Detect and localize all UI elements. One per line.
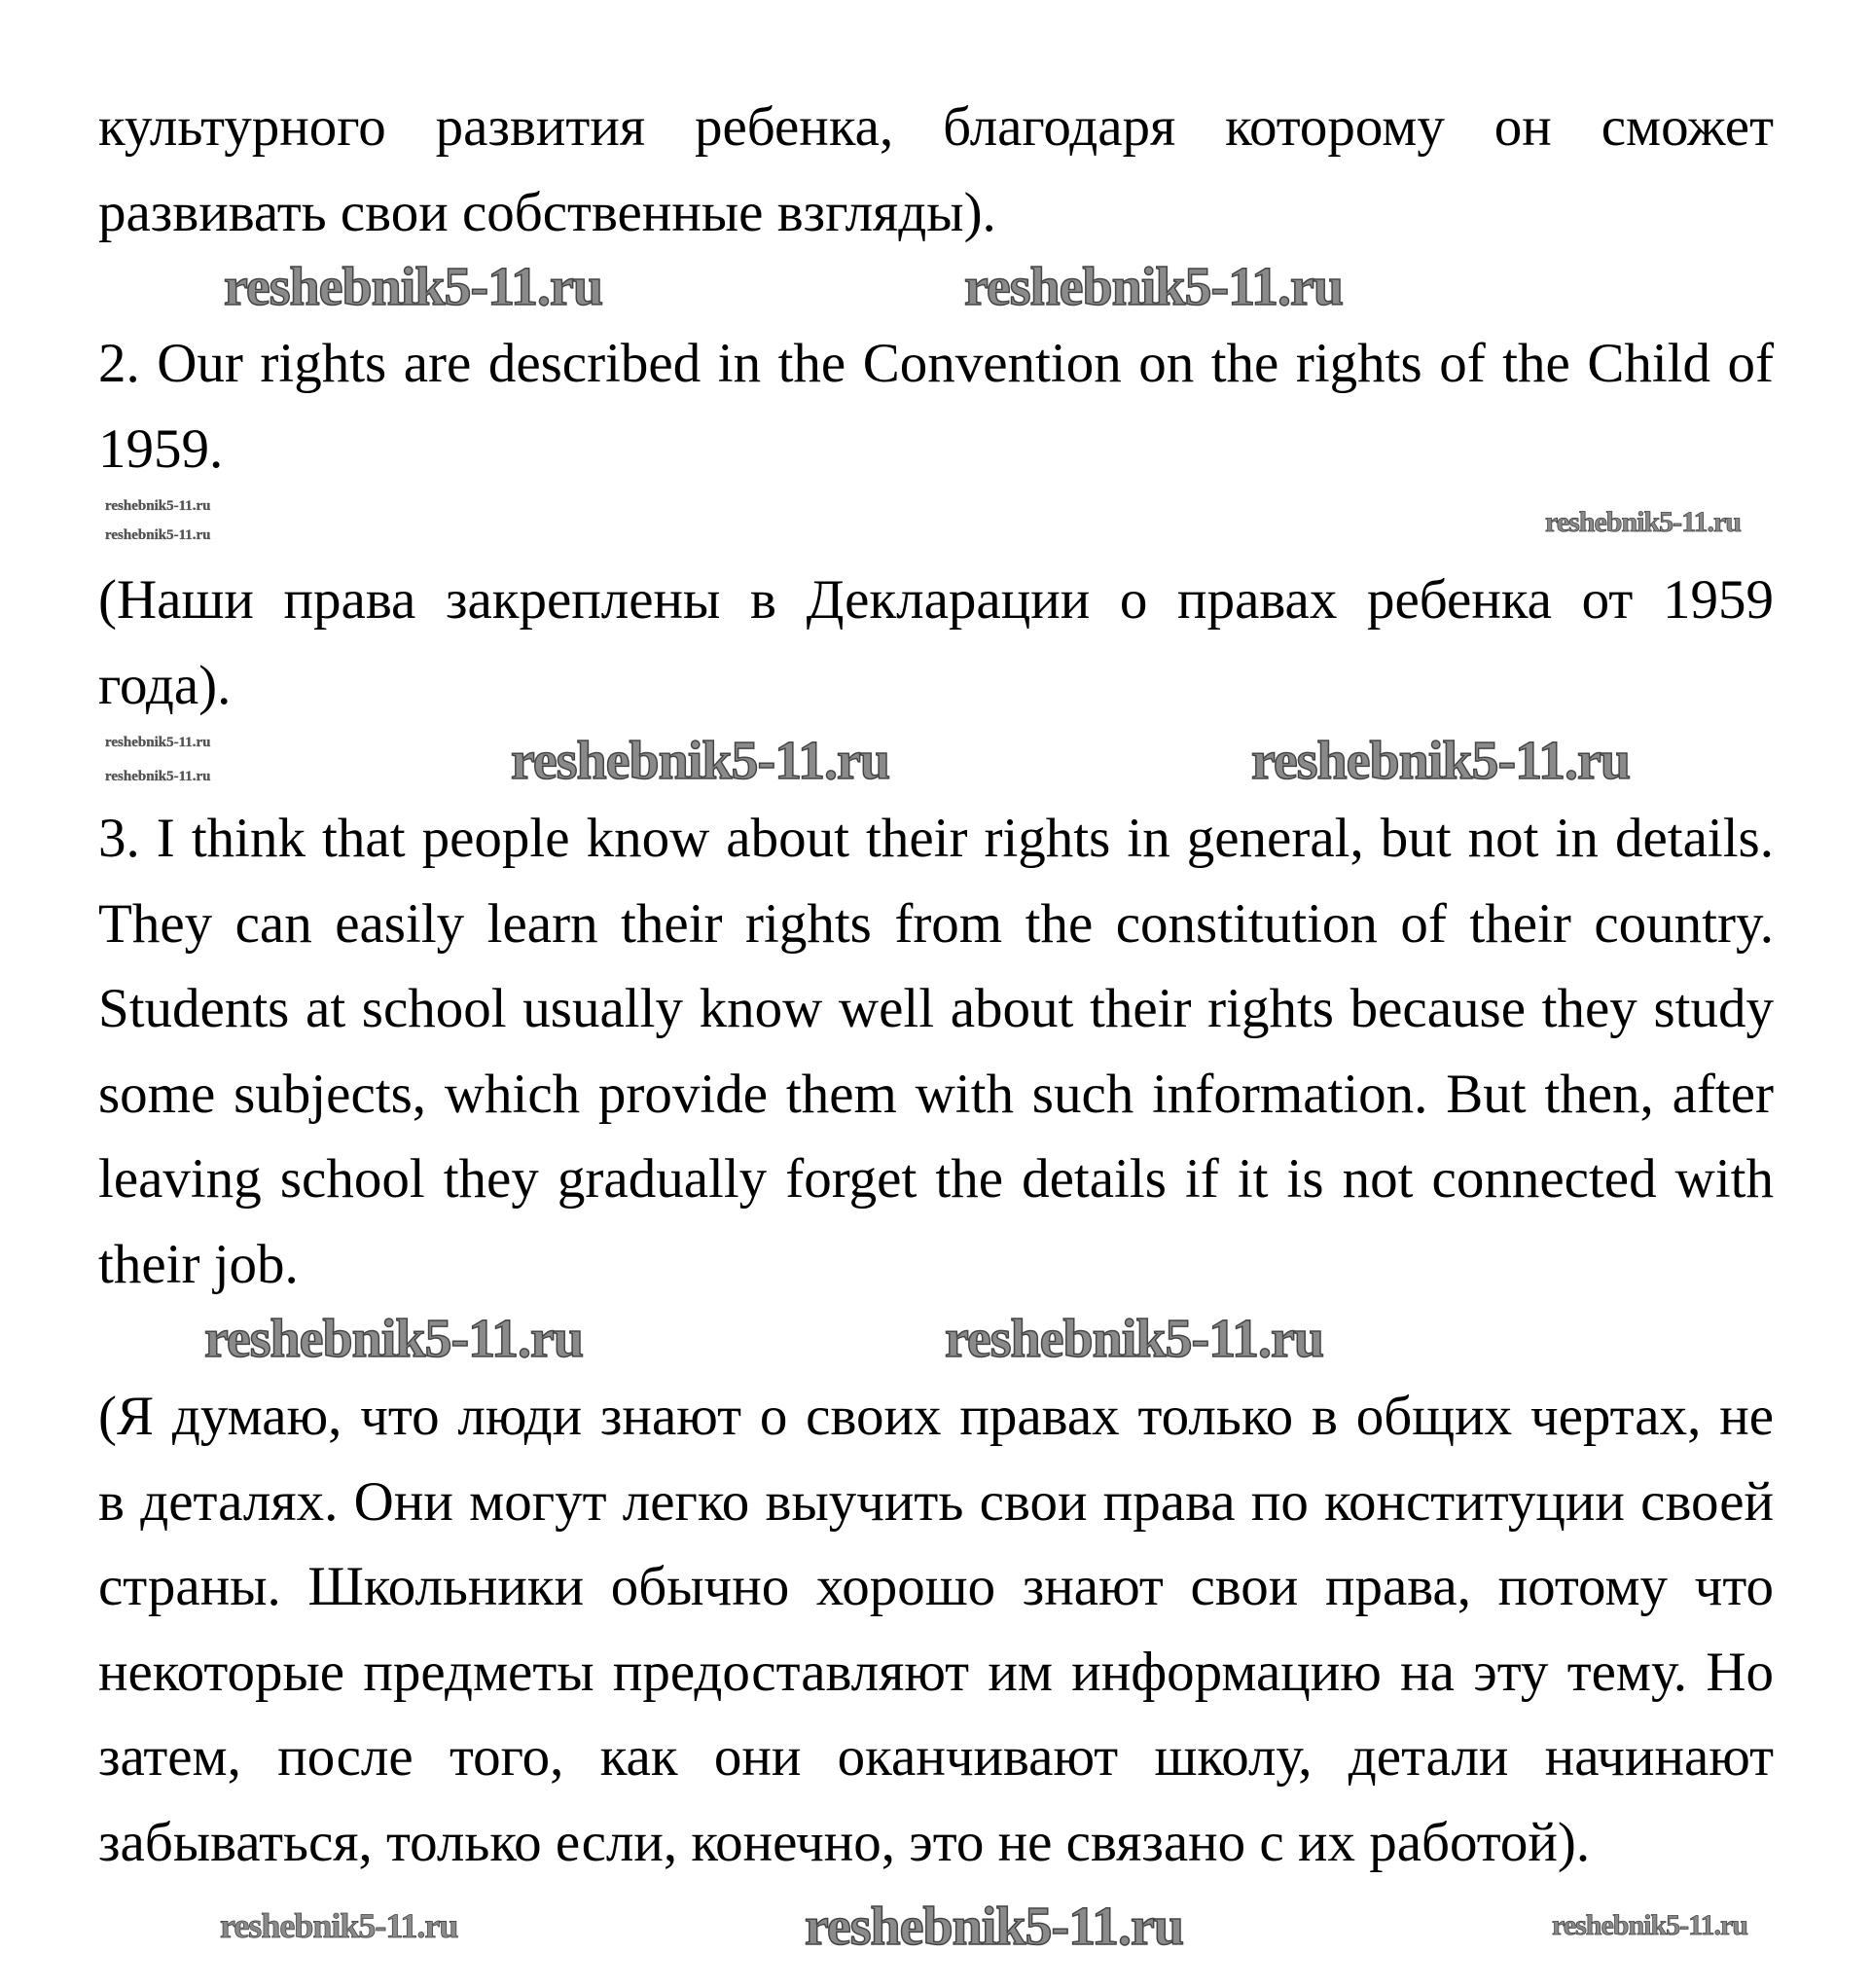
watermark: reshebnik5-11.ru <box>105 498 211 514</box>
watermark: reshebnik5-11.ru <box>105 527 211 543</box>
watermark: reshebnik5-11.ru <box>964 257 1344 317</box>
text-line: культурного развития ребенка, благодаря которому он сможет <box>98 96 1774 158</box>
watermark: reshebnik5-11.ru <box>805 1897 1184 1957</box>
text-line: (Наши права закреплены в Декларации о правах ребенка от 1959 <box>98 569 1774 631</box>
text-line: года). <box>98 654 232 716</box>
text-line: leaving school they gradually forget the details if it is not connected with <box>98 1148 1774 1210</box>
paragraph-2 <box>98 321 1774 491</box>
text-line: забываться, только если, конечно, это не связано с их работой). <box>98 1811 1591 1873</box>
watermark: reshebnik5-11.ru <box>204 1309 584 1369</box>
text-line: some subjects, which provide them with such information. But then, after <box>98 1063 1774 1125</box>
paragraph-5 <box>98 1374 1774 1885</box>
watermark: reshebnik5-11.ru <box>220 1906 458 1945</box>
watermark: reshebnik5-11.ru <box>105 735 211 750</box>
text-line: в деталях. Они могут легко выучить свои права по конституции своей <box>98 1470 1774 1533</box>
text-line: некоторые предметы предоставляют им информацию на эту тему. Но <box>98 1641 1774 1703</box>
paragraph-3 <box>98 558 1774 728</box>
text-line: 3. I think that people know about their rights in general, but not in details. <box>98 808 1774 869</box>
watermark: reshebnik5-11.ru <box>1552 1909 1747 1941</box>
text-line: развивать свои собственные взгляды). <box>98 181 996 243</box>
text-line: 2. Our rights are described in the Convention on the rights of the Child of <box>98 333 1774 394</box>
text-line: (Я думаю, что люди знают о своих правах только в общих чертах, не <box>98 1386 1774 1447</box>
watermark: reshebnik5-11.ru <box>1545 506 1741 538</box>
watermark: reshebnik5-11.ru <box>1251 731 1631 791</box>
paragraph-1 <box>98 85 1774 255</box>
watermark: reshebnik5-11.ru <box>105 769 211 784</box>
text-line: Students at school usually know well about their rights because they study <box>98 978 1774 1039</box>
paragraph-4 <box>98 796 1774 1307</box>
watermark: reshebnik5-11.ru <box>945 1309 1324 1369</box>
text-line: затем, после того, как они оканчивают школу, детали начинают <box>98 1726 1774 1788</box>
text-line: 1959. <box>98 417 224 480</box>
text-line: their job. <box>98 1233 299 1295</box>
watermark: reshebnik5-11.ru <box>511 731 890 791</box>
text-line: страны. Школьники обычно хорошо знают свои права, потому что <box>98 1556 1774 1617</box>
text-line: They can easily learn their rights from the constitution of their country. <box>98 892 1774 955</box>
watermark: reshebnik5-11.ru <box>224 257 603 317</box>
